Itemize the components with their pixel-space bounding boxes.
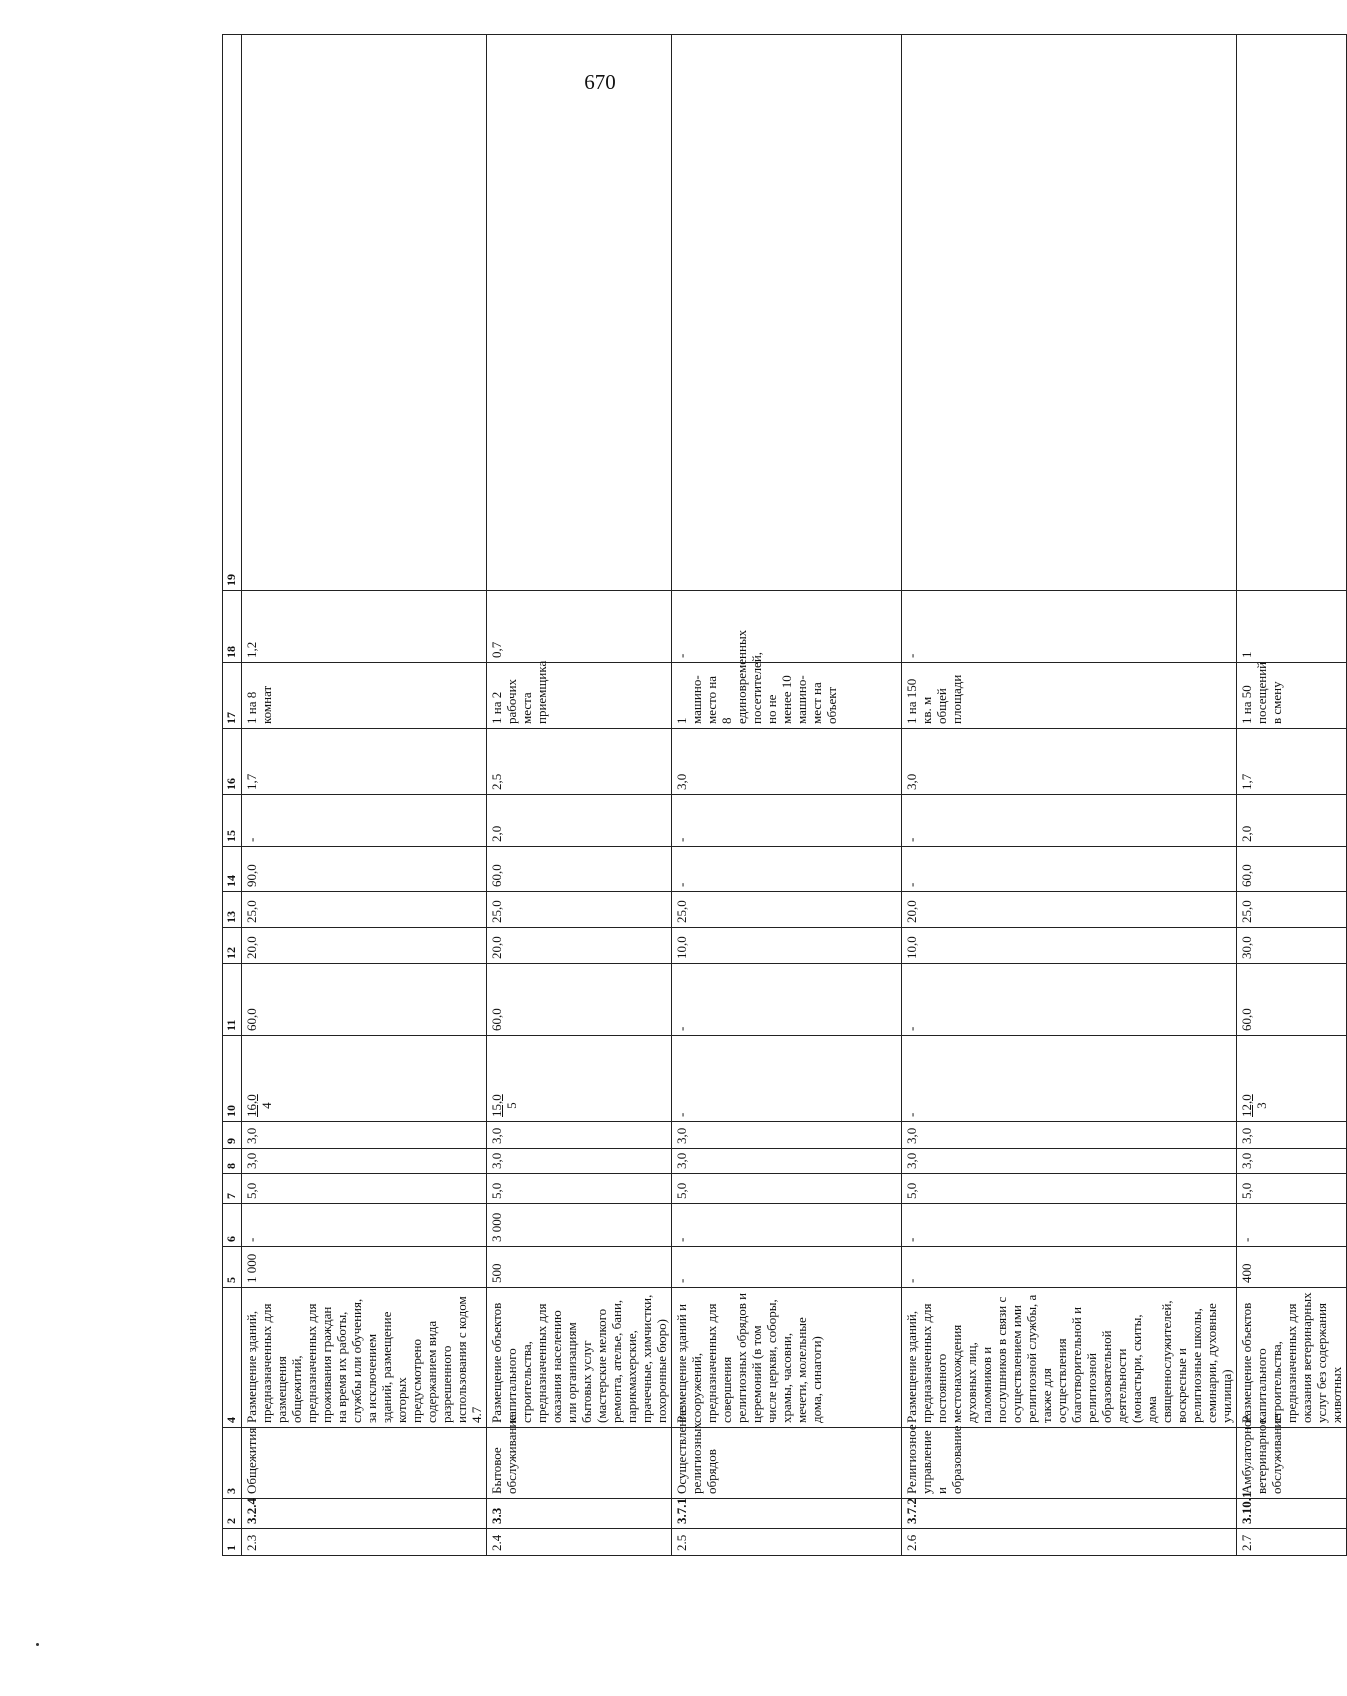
cell-col19 [902, 35, 1237, 591]
fraction-numerator: 15,0 [489, 1094, 504, 1117]
col-header: 3 [223, 1428, 242, 1499]
cell-col9: 3,0 [902, 1122, 1237, 1149]
table-row [902, 35, 1237, 1556]
fraction-denominator: 5 [504, 1102, 519, 1109]
table-row [672, 35, 902, 1556]
col-header: 11 [223, 964, 242, 1036]
col-header: 15 [223, 795, 242, 847]
use-description: Размещение объектов капитального строительства, предназначенных для оказания населению или организациям бытовых услуг (мастерские мелкого ремонта, ателье, бани, парикмахерские, прачечные, химчистки, похоронные бюро) [487, 1288, 672, 1428]
cell-col14: 60,0 [487, 847, 672, 892]
col-header: 5 [223, 1247, 242, 1288]
cell-col8: 3,0 [242, 1149, 487, 1174]
rotated-table-area [222, 136, 1344, 1556]
rotated-table-container [222, 136, 1344, 1556]
cell-col5: 400 [1237, 1247, 1347, 1288]
cell-col13: 25,0 [1237, 892, 1347, 928]
cell-col6: - [672, 1204, 902, 1247]
col-header: 9 [223, 1122, 242, 1149]
cell-col5: 1 000 [242, 1247, 487, 1288]
cell-col15: 2,0 [487, 795, 672, 847]
cell-col9: 3,0 [487, 1122, 672, 1149]
col-header: 16 [223, 729, 242, 795]
cell-col9: 3,0 [1237, 1122, 1347, 1149]
cell-col17: 1 на 8 комнат [242, 663, 487, 729]
cell-col13: 25,0 [242, 892, 487, 928]
cell-col13: 25,0 [672, 892, 902, 928]
page-number: 670 [584, 70, 616, 94]
cell-col14: - [672, 847, 902, 892]
cell-col5: - [902, 1247, 1237, 1288]
cell-col16: 3,0 [672, 729, 902, 795]
col-header: 13 [223, 892, 242, 928]
cell-col11: 60,0 [487, 964, 672, 1036]
col-header: 19 [223, 35, 242, 591]
cell-col6: - [1237, 1204, 1347, 1247]
cell-col18: - [902, 591, 1237, 663]
use-name: Общежития [242, 1428, 487, 1499]
row-number: 2.5 [672, 1529, 902, 1556]
cell-col8: 3,0 [1237, 1149, 1347, 1174]
cell-col19 [242, 35, 487, 591]
cell-col8: 3,0 [672, 1149, 902, 1174]
cell-col19 [672, 35, 902, 591]
cell-col17: 1 на 2 рабочих места приемщика [487, 663, 672, 729]
cell-col18: 0,7 [487, 591, 672, 663]
cell-col16: 2,5 [487, 729, 672, 795]
cell-col10 [672, 1036, 902, 1122]
use-description: Размещение зданий и сооружений, предназначенных для совершения религиозных обрядов и церемоний (в том числе церкви, соборы, храмы, часовни, мечети, молельные дома, синагоги) [672, 1288, 902, 1428]
fraction-numerator: - [904, 1112, 919, 1117]
cell-col9: 3,0 [672, 1122, 902, 1149]
use-name: Религиозное управление и образование [902, 1428, 1237, 1499]
col-header: 14 [223, 847, 242, 892]
cell-col11: - [672, 964, 902, 1036]
cell-col17: 1 на 50 посещений в смену [1237, 663, 1347, 729]
cell-col9: 3,0 [242, 1122, 487, 1149]
fraction-denominator: 4 [259, 1102, 274, 1109]
use-name: Амбулаторное ветеринарное обслуживание [1237, 1428, 1347, 1499]
cell-col7: 5,0 [242, 1174, 487, 1204]
cell-col10 [242, 1036, 487, 1122]
fraction-denominator: 3 [1254, 1102, 1269, 1109]
cell-col14: - [902, 847, 1237, 892]
regulations-table [222, 34, 1347, 1556]
cell-col7: 5,0 [1237, 1174, 1347, 1204]
use-code: 3.3 [487, 1499, 672, 1529]
cell-col15: - [902, 795, 1237, 847]
table-row [1237, 35, 1347, 1556]
use-description: Размещение объектов капитального строительства, предназначенных для оказания ветеринарных услуг без содержания животных [1237, 1288, 1347, 1428]
cell-col19 [1237, 35, 1347, 591]
col-header: 12 [223, 928, 242, 964]
cell-col13: 20,0 [902, 892, 1237, 928]
fraction-numerator: - [674, 1112, 689, 1117]
cell-col12: 20,0 [487, 928, 672, 964]
use-code: 3.7.1 [672, 1499, 902, 1529]
col-header: 2 [223, 1499, 242, 1529]
col-header: 6 [223, 1204, 242, 1247]
use-description: Размещение зданий, предназначенных для постоянного местонахождения духовных лиц, паломников и послушников в связи с осуществлением ими религиозной службы, а также для осуществления благотворительной и религиозной образовательной деятельности (монастыри, скиты, дома священнослужителей, воскресные и религиозные школы, семинарии, духовные училища) [902, 1288, 1237, 1428]
col-header: 10 [223, 1036, 242, 1122]
cell-col10 [1237, 1036, 1347, 1122]
table-row [242, 35, 487, 1556]
cell-col7: 5,0 [487, 1174, 672, 1204]
row-number: 2.6 [902, 1529, 1237, 1556]
cell-col15: 2,0 [1237, 795, 1347, 847]
use-code: 3.10.1 [1237, 1499, 1347, 1529]
use-code: 3.2.4 [242, 1499, 487, 1529]
col-header: 4 [223, 1288, 242, 1428]
cell-col15: - [672, 795, 902, 847]
use-code: 3.7.2 [902, 1499, 1237, 1529]
cell-col15: - [242, 795, 487, 847]
cell-col11: 60,0 [242, 964, 487, 1036]
use-description: Размещение зданий, предназначенных для размещения общежитий, предназначенных для проживания граждан на время их работы, службы или обучения, за исключением зданий, размещение которых предусмотрено содержанием вида разрешенного использования с кодом 4.7 [242, 1288, 487, 1428]
col-header: 1 [223, 1529, 242, 1556]
cell-col7: 5,0 [902, 1174, 1237, 1204]
cell-col11: - [902, 964, 1237, 1036]
cell-col10 [487, 1036, 672, 1122]
cell-col13: 25,0 [487, 892, 672, 928]
cell-col14: 90,0 [242, 847, 487, 892]
cell-col19 [487, 35, 672, 591]
fraction-numerator: 12,0 [1239, 1094, 1254, 1117]
cell-col14: 60,0 [1237, 847, 1347, 892]
table-row [487, 35, 672, 1556]
use-name: Бытовое обслуживание [487, 1428, 672, 1499]
cell-col5: 500 [487, 1247, 672, 1288]
cell-col12: 20,0 [242, 928, 487, 964]
column-number-row [223, 35, 242, 1556]
cell-col8: 3,0 [902, 1149, 1237, 1174]
cell-col12: 30,0 [1237, 928, 1347, 964]
row-number: 2.4 [487, 1529, 672, 1556]
use-name: Осуществление религиозных обрядов [672, 1428, 902, 1499]
cell-col10 [902, 1036, 1237, 1122]
cell-col18: 1,2 [242, 591, 487, 663]
fraction-numerator: 16,0 [244, 1094, 259, 1117]
cell-col12: 10,0 [902, 928, 1237, 964]
col-header: 18 [223, 591, 242, 663]
scan-speck [36, 1643, 39, 1646]
cell-col17: 1 на 150 кв. м общей площади [902, 663, 1237, 729]
cell-col18: - [672, 591, 902, 663]
cell-col8: 3,0 [487, 1149, 672, 1174]
cell-col12: 10,0 [672, 928, 902, 964]
col-header: 17 [223, 663, 242, 729]
cell-col6: - [902, 1204, 1237, 1247]
cell-col16: 1,7 [1237, 729, 1347, 795]
cell-col16: 3,0 [902, 729, 1237, 795]
col-header: 8 [223, 1149, 242, 1174]
cell-col6: 3 000 [487, 1204, 672, 1247]
cell-col6: - [242, 1204, 487, 1247]
cell-col18: 1 [1237, 591, 1347, 663]
cell-col11: 60,0 [1237, 964, 1347, 1036]
cell-col7: 5,0 [672, 1174, 902, 1204]
row-number: 2.7 [1237, 1529, 1347, 1556]
row-number: 2.3 [242, 1529, 487, 1556]
col-header: 7 [223, 1174, 242, 1204]
cell-col17: 1 машино-место на 8 единовременных посетителей, но не менее 10 машино-мест на объект [672, 663, 902, 729]
cell-col16: 1,7 [242, 729, 487, 795]
cell-col5: - [672, 1247, 902, 1288]
